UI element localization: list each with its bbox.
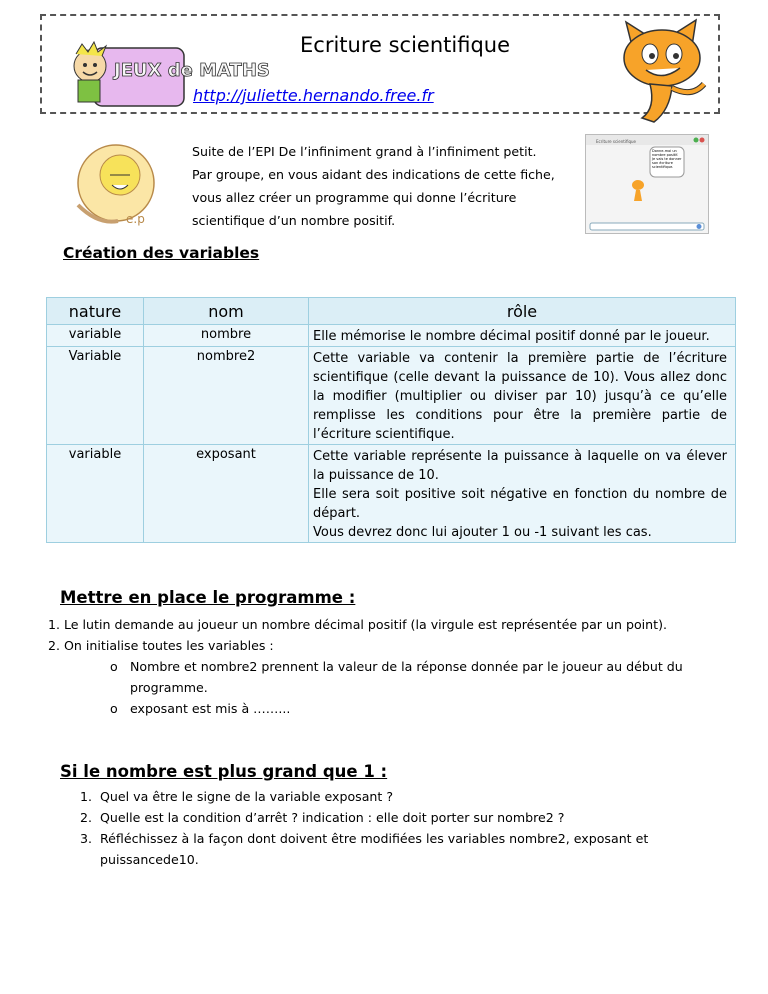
list-item: 1. Le lutin demande au joueur un nombre décimal positif (la virgule est représentée par un point).: [48, 617, 667, 632]
mini-screen-bubble: Donne-moi un nombre positif. Je vais te donner son écriture scientifique.: [652, 149, 682, 169]
list-item: 1. Quel va être le signe de la variable exposant ?: [80, 789, 394, 804]
bullet-icon: o: [110, 701, 118, 716]
scratch-screenshot: [585, 134, 709, 234]
variables-table: [46, 297, 736, 543]
sub-list-item: [0, 698, 720, 719]
programme-steps-list: [0, 614, 720, 719]
table-header-row: [47, 298, 736, 325]
list-item: 2. On initialise toutes les variables :: [48, 638, 274, 653]
cell-nature: variable: [47, 445, 144, 543]
cell-nom: nombre2: [144, 347, 309, 445]
chick-illustration: [68, 135, 168, 235]
list-item-text: Le lutin demande au joueur un nombre décimal positif (la virgule est représentée par un point).: [64, 617, 667, 632]
column-header-nature: nature: [47, 298, 144, 325]
list-item-text: On initialise toutes les variables :: [64, 638, 274, 653]
list-item-text: Quel va être le signe de la variable exposant ?: [100, 789, 394, 804]
questions-list: [0, 786, 700, 870]
intro-line: vous allez créer un programme qui donne l’écriture: [192, 190, 517, 205]
intro-line: Suite de l’EPI De l’infiniment grand à l’infiniment petit.: [192, 144, 537, 159]
sub-list-item: [0, 656, 720, 698]
cell-nom: nombre: [144, 325, 309, 347]
section-title-greater-than-one: Si le nombre est plus grand que 1 :: [60, 762, 388, 781]
role-text: Elle sera soit positive soit négative en fonction du nombre de départ.: [313, 487, 727, 521]
page-title: Ecriture scientifique: [300, 33, 510, 57]
sub-list-item-text: Nombre et nombre2 prennent la valeur de la réponse donnée par le joueur au début du programme.: [130, 659, 683, 695]
intro-line: Par groupe, en vous aidant des indications de cette fiche,: [192, 167, 555, 182]
section-title-programme: Mettre en place le programme :: [60, 588, 356, 607]
cell-role: Elle mémorise le nombre décimal positif donné par le joueur.: [309, 325, 736, 347]
cell-nature: variable: [47, 325, 144, 347]
cell-role: [309, 445, 736, 543]
svg-text:e.p: e.p: [126, 212, 145, 226]
list-item: 3. Réfléchissez à la façon dont doivent être modifiées les variables nombre2, exposant et puissancede10.: [80, 831, 649, 867]
logo-text: JEUX de MATHS: [114, 60, 270, 81]
list-item-text: Réfléchissez à la façon dont doivent être modifiées les variables nombre2, exposant et puissancede10.: [100, 831, 649, 867]
cell-role: Cette variable va contenir la première partie de l’écriture scientifique (celle devant la puissance de 10). Vous allez donc la modifier (multiplier ou diviser par 10) jusqu’à ce qu’elle remplisse les conditions pour être la première partie de l’écriture scientifique.: [309, 347, 736, 445]
table-row: [47, 445, 736, 543]
table-row: [47, 325, 736, 347]
jeux-de-maths-logo: [68, 40, 270, 108]
list-item: 2. Quelle est la condition d’arrêt ? indication : elle doit porter sur nombre2 ?: [80, 810, 565, 825]
mini-screen-title: Ecriture scientifique: [596, 139, 636, 144]
table-row: [47, 347, 736, 445]
bullet-icon: o: [110, 659, 118, 674]
cell-nom: exposant: [144, 445, 309, 543]
intro-line: scientifique d’un nombre positif.: [192, 213, 396, 228]
role-text: Vous devrez donc lui ajouter 1 ou -1 suivant les cas.: [313, 525, 652, 540]
intro-text: [192, 140, 572, 232]
list-item-text: Quelle est la condition d’arrêt ? indication : elle doit porter sur nombre2 ?: [100, 810, 565, 825]
section-title-variables: Création des variables: [63, 244, 260, 262]
scratch-cat-image: [612, 18, 712, 128]
sub-list-item-text: exposant est mis à ……...: [130, 701, 291, 716]
role-text: Cette variable représente la puissance à laquelle on va élever la puissance de 10.: [313, 449, 727, 483]
column-header-nom: nom: [144, 298, 309, 325]
column-header-role: rôle: [309, 298, 736, 325]
cell-nature: Variable: [47, 347, 144, 445]
website-link[interactable]: http://juliette.hernando.free.fr: [193, 86, 434, 105]
